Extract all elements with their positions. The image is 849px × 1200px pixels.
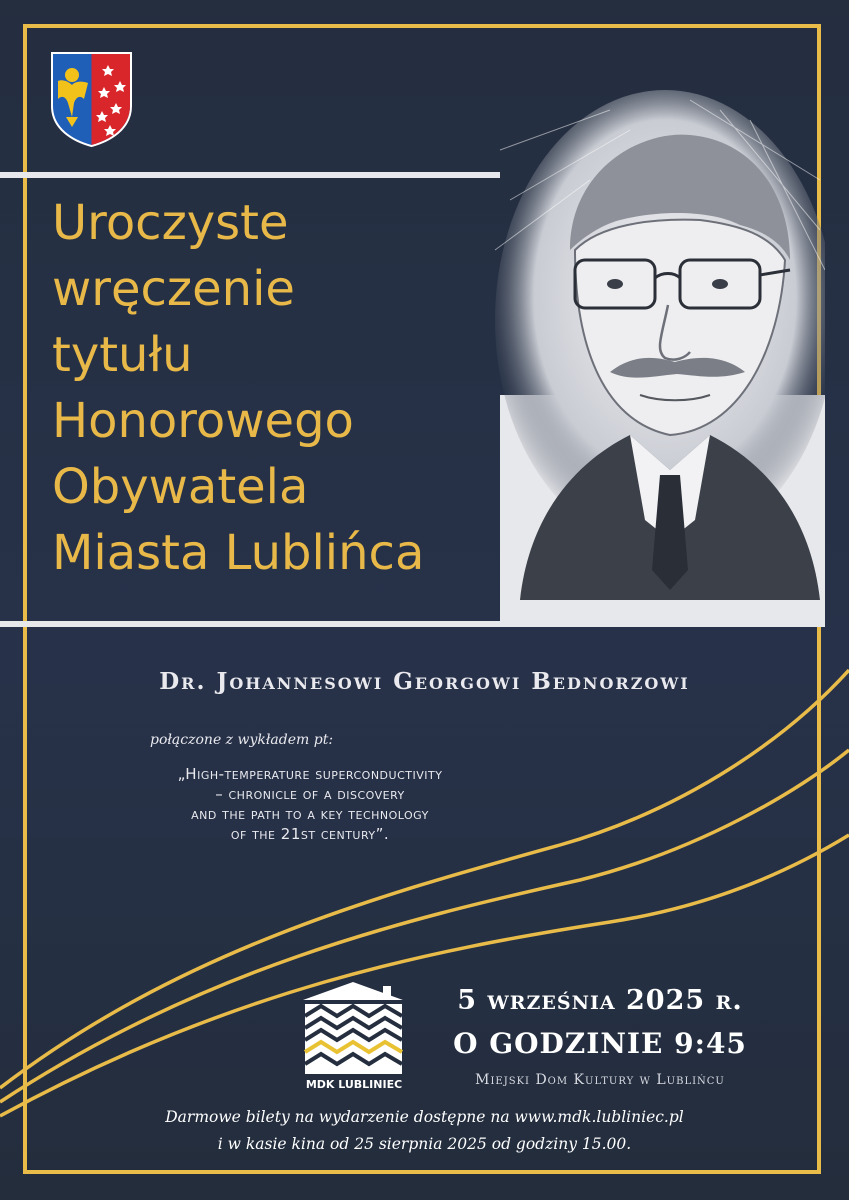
lecture-title: [100, 764, 520, 844]
lecture-title-line: „High-temperature superconductivity: [177, 765, 443, 783]
ticket-info-line: Darmowe bilety na wydarzenie dostępne na www.mdk.lubliniec.pl: [165, 1108, 684, 1126]
lecture-title-line: and the path to a key technology: [191, 805, 429, 823]
bottom-divider-bar: [0, 621, 500, 627]
title-line: Honorowego: [52, 393, 354, 449]
honoree-name: Dr. Johannesowi Georgowi Bednorzowi: [159, 668, 690, 695]
mdk-logo-label: MDK LUBLINIEC: [305, 1078, 403, 1091]
title-line: wręczenie: [52, 261, 295, 317]
title-line: tytułu: [52, 327, 193, 383]
title-line: Uroczyste: [52, 195, 289, 251]
ticket-info-line: i w kasie kina od 25 sierpnia 2025 od godziny 15.00.: [217, 1135, 632, 1153]
city-coat-of-arms-icon: [50, 51, 133, 147]
lecture-intro: połączone z wykładem pt:: [150, 732, 334, 748]
event-date: 5 września 2025 r.: [457, 985, 743, 1016]
lecture-title-line: of the 21st century”.: [230, 825, 390, 843]
honoree-sketch-portrait: [490, 90, 825, 600]
event-time: O GODZINIE 9:45: [453, 1027, 747, 1060]
lecture-title-line: – chronicle of a discovery: [215, 785, 405, 803]
event-title: [52, 190, 492, 586]
ticket-info: [40, 1104, 809, 1158]
title-line: Miasta Lublińca: [52, 525, 425, 581]
mdk-house-logo-icon: [297, 978, 410, 1090]
top-divider-bar: [0, 172, 500, 178]
venue-name: Miejski Dom Kultury w Lublińcu: [475, 1072, 725, 1088]
title-line: Obywatela: [52, 459, 309, 515]
